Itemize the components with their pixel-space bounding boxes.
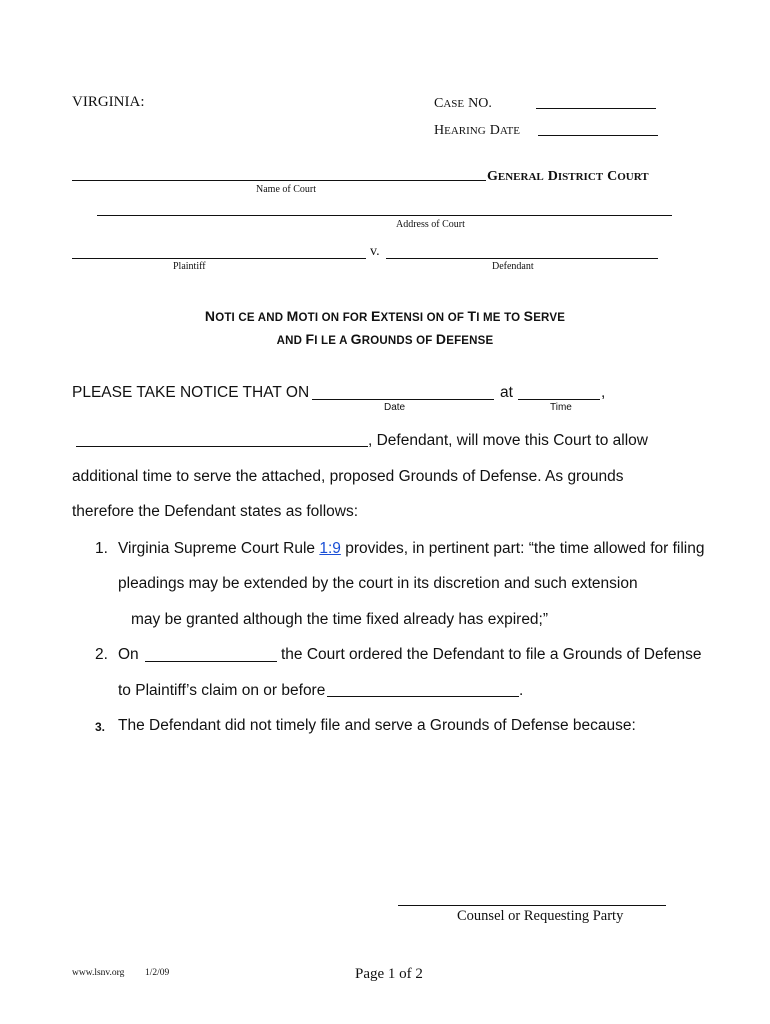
court-name-field[interactable] — [72, 180, 486, 181]
gdc-rest1: ENERAL — [497, 171, 544, 183]
date-cap: D — [489, 123, 500, 138]
notice-comma: , — [601, 384, 606, 401]
title-part: N — [204, 308, 216, 324]
item2-pre: On — [118, 646, 139, 663]
hearing-time-blank[interactable] — [518, 399, 600, 400]
title-part: I ME TO — [476, 312, 524, 324]
title-part: OTI ON FOR — [298, 312, 371, 324]
gdc-rest3: OURT — [617, 171, 649, 183]
state-label: VIRGINIA: — [72, 94, 145, 110]
hearing-date-label — [434, 121, 520, 139]
title-part: S — [523, 308, 534, 324]
item1-line3: may be granted although the time fixed already has expired;” — [131, 611, 549, 628]
item1-post: provides, in pertinent part: “the time allowed for filing — [345, 540, 705, 557]
item3-text: The Defendant did not timely file and serve a Grounds of Defense because: — [118, 717, 636, 734]
plaintiff-label: Plaintiff — [173, 261, 206, 272]
case-no-field[interactable] — [536, 108, 656, 109]
date-label: Date — [384, 402, 406, 413]
name-of-court-label: Name of Court — [256, 184, 316, 195]
time-label: Time — [550, 402, 572, 413]
hearing-date-field[interactable] — [538, 135, 658, 136]
body-line4: therefore the Defendant states as follows: — [72, 503, 359, 520]
case-no-cap: C — [434, 96, 444, 111]
gdc-d: D — [547, 169, 558, 184]
item1-line1 — [118, 540, 704, 558]
hearing-date-blank[interactable] — [312, 399, 494, 400]
defendant-clause: , Defendant, will move this Court to allow — [368, 432, 648, 449]
case-no-end: NO. — [468, 96, 492, 111]
document-title-line2 — [0, 331, 770, 347]
title-part: I LE A — [314, 335, 351, 347]
defendant-label: Defendant — [492, 261, 534, 272]
court-address-field[interactable] — [97, 215, 672, 216]
order-date-blank[interactable] — [145, 661, 277, 662]
item2-post: the Court ordered the Defendant to file a Grounds of Defense — [281, 646, 702, 663]
item1-line2: pleadings may be extended by the court in its discretion and such extension — [118, 575, 638, 592]
general-district-court-label — [487, 167, 649, 185]
title-part: ROUNDS OF — [361, 335, 436, 347]
gdc-rest2: ISTRICT — [557, 171, 604, 183]
plaintiff-field[interactable] — [72, 258, 366, 259]
notice-prefix: PLEASE TAKE NOTICE THAT ON — [72, 384, 310, 401]
item1-number: 1. — [95, 540, 108, 557]
signature-label: Counsel or Requesting Party — [457, 908, 624, 924]
gdc-g: G — [487, 169, 498, 184]
rule-1-9-link[interactable]: 1:9 — [319, 540, 341, 557]
case-no-label — [434, 94, 492, 112]
at-word: at — [500, 384, 513, 401]
item1-pre: Virginia Supreme Court Rule — [118, 540, 316, 557]
page-number: Page 1 of 2 — [355, 966, 423, 982]
title-part: E — [370, 308, 381, 324]
address-of-court-label: Address of Court — [396, 219, 465, 230]
signature-line[interactable] — [398, 905, 666, 906]
title-part: XTENSI ON OF — [380, 312, 468, 324]
document-title-line1 — [0, 308, 770, 324]
hearing-rest: EARING — [444, 125, 486, 137]
item2-period: . — [519, 682, 524, 699]
gdc-c: C — [607, 169, 618, 184]
footer-date: 1/2/09 — [145, 968, 170, 978]
title-part: OTI CE AND — [215, 312, 287, 324]
hearing-cap: H — [434, 123, 445, 138]
title-part: AND — [276, 335, 306, 347]
title-part: EFENSE — [446, 335, 494, 347]
defendant-name-blank[interactable] — [76, 446, 368, 447]
footer-site: www.lsnv.org — [72, 968, 125, 978]
title-part: M — [286, 308, 299, 324]
title-part: T — [467, 308, 477, 324]
case-no-rest: ASE — [443, 98, 465, 110]
item2-number: 2. — [95, 646, 108, 663]
body-line3: additional time to serve the attached, proposed Grounds of Defense. As grounds — [72, 468, 624, 485]
defendant-field[interactable] — [386, 258, 658, 259]
title-part: F — [305, 331, 315, 347]
title-part: D — [435, 331, 447, 347]
title-part: G — [350, 331, 362, 347]
versus-label: v. — [370, 244, 380, 259]
title-part: ERVE — [533, 312, 566, 324]
item3-number: 3. — [95, 720, 106, 734]
deadline-date-blank[interactable] — [327, 696, 519, 697]
date-rest: ATE — [499, 125, 520, 137]
item2-line2: to Plaintiff’s claim on or before — [118, 682, 326, 699]
